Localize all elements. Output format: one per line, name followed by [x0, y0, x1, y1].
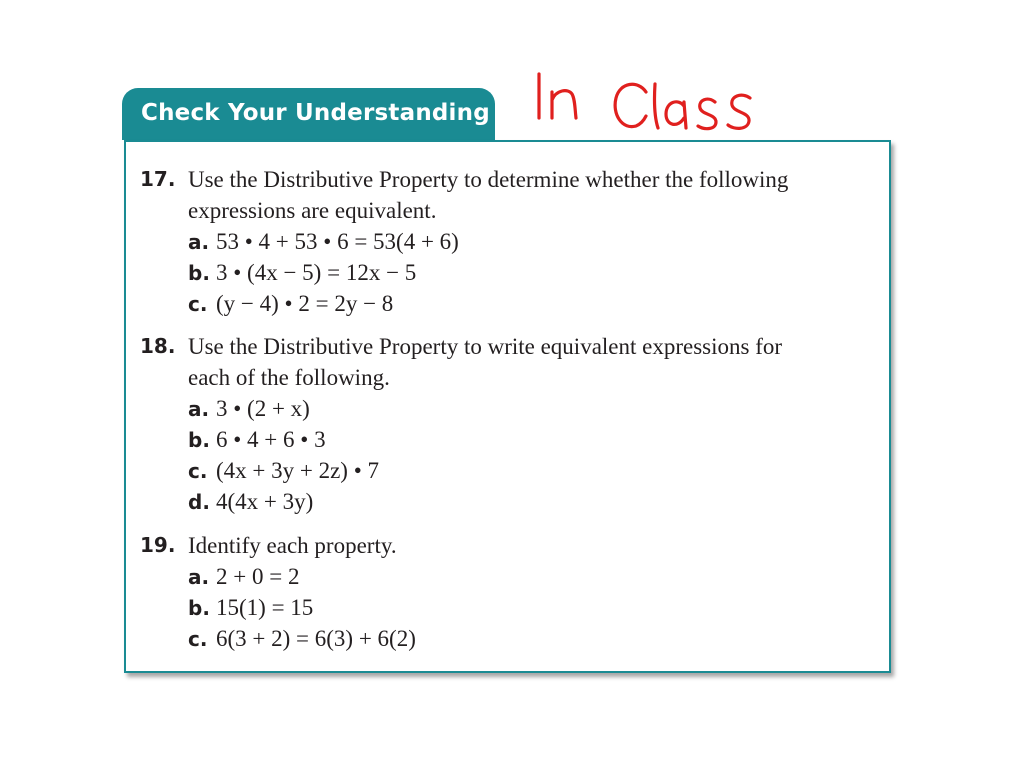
- part-letter: a.: [188, 230, 210, 254]
- part-expression: 2 + 0 = 2: [216, 564, 300, 589]
- part-letter: c.: [188, 627, 208, 651]
- problem-part: [188, 393, 310, 424]
- problem-number: 18.: [140, 334, 176, 358]
- problem-text-line: Use the Distributive Property to write equivalent expressions for: [188, 334, 783, 359]
- handwritten-annotation: [530, 60, 770, 150]
- section-header-tab: [122, 88, 495, 140]
- handwriting-stroke: [698, 99, 716, 129]
- problem-text: [188, 164, 878, 226]
- part-expression: 3 • (4x − 5) = 12x − 5: [216, 260, 417, 285]
- problem-number: 19.: [140, 533, 176, 557]
- problem-part: [188, 592, 313, 623]
- problem-text: [188, 331, 878, 393]
- part-letter: b.: [188, 428, 210, 452]
- problem-part: [188, 226, 459, 257]
- handwriting-stroke: [654, 84, 658, 128]
- part-letter: a.: [188, 397, 210, 421]
- handwriting-stroke: [666, 102, 686, 128]
- problem-text-line: Identify each property.: [188, 533, 397, 558]
- part-letter: a.: [188, 565, 210, 589]
- problem-text: [188, 530, 878, 561]
- part-letter: c.: [188, 459, 208, 483]
- part-letter: b.: [188, 596, 210, 620]
- section-title: Check Your Understanding: [141, 100, 490, 126]
- part-expression: 15(1) = 15: [216, 595, 314, 620]
- part-expression: 3 • (2 + x): [216, 396, 310, 421]
- part-expression: 6(3 + 2) = 6(3) + 6(2): [216, 626, 416, 651]
- problem-part: [188, 623, 416, 654]
- handwriting-stroke: [728, 95, 750, 128]
- part-expression: 4(4x + 3y): [216, 489, 314, 514]
- problem-part: [188, 455, 379, 486]
- part-expression: (y − 4) • 2 = 2y − 8: [216, 291, 394, 316]
- part-letter: c.: [188, 292, 208, 316]
- problem-number: 17.: [140, 167, 176, 191]
- handwriting-stroke: [615, 84, 646, 126]
- part-expression: (4x + 3y + 2z) • 7: [216, 458, 380, 483]
- part-letter: d.: [188, 490, 210, 514]
- problem-part: [188, 257, 416, 288]
- part-expression: 53 • 4 + 53 • 6 = 53(4 + 6): [216, 229, 459, 254]
- part-expression: 6 • 4 + 6 • 3: [216, 427, 326, 452]
- problem-part: [188, 424, 326, 455]
- problem-text-line: Use the Distributive Property to determine whether the following: [188, 167, 789, 192]
- problem-part: [188, 486, 313, 517]
- part-letter: b.: [188, 261, 210, 285]
- problem-text-line: each of the following.: [188, 365, 390, 390]
- problem-part: [188, 288, 393, 319]
- handwriting-stroke: [552, 91, 576, 118]
- problem-part: [188, 561, 299, 592]
- problem-text-line: expressions are equivalent.: [188, 198, 437, 223]
